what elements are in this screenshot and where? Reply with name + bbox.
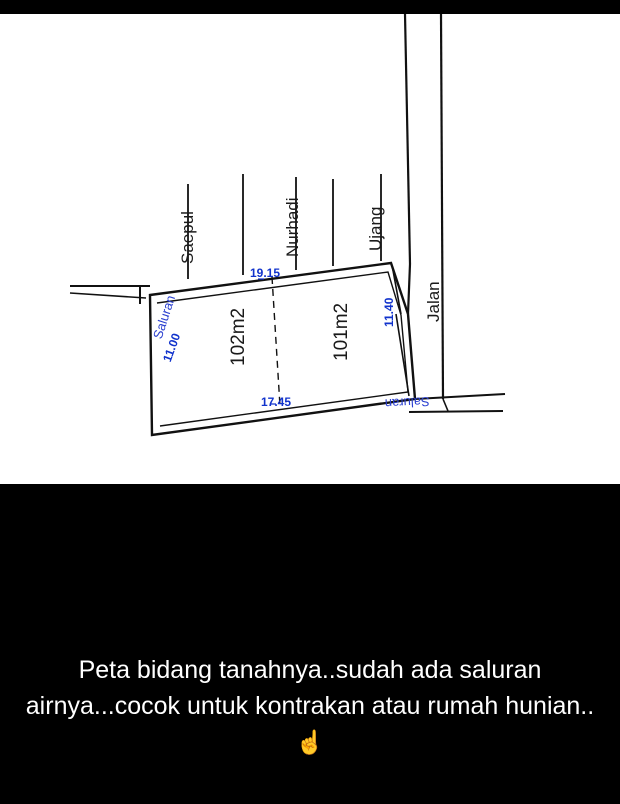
dimension-19-15: 19.15 <box>250 266 281 280</box>
left-access-line-bottom <box>70 293 146 298</box>
parcel-divider-dashed <box>272 277 280 406</box>
parcel-area-102: 102m2 <box>228 307 249 366</box>
map-drawing <box>0 14 620 484</box>
owner-label-saepul: Saepul <box>178 211 197 264</box>
pointing-up-icon: ☝️ <box>295 729 325 755</box>
road-edge-left-lower <box>408 264 410 314</box>
dimension-11-40: 11.40 <box>382 297 396 327</box>
dimension-11-00: 11.00 <box>160 331 184 364</box>
road-label-jalan: Jalan <box>424 281 443 322</box>
owner-label-ujang: Ujang <box>366 206 385 251</box>
dimension-17-45: 17.45 <box>261 395 292 409</box>
saluran-bottom-line-bottom <box>409 411 503 412</box>
caption-text <box>0 652 620 760</box>
saluran-road-junction <box>443 399 448 411</box>
parcel-area-101: 101m2 <box>331 302 352 361</box>
road-edge-left <box>405 14 410 264</box>
caption-band <box>0 640 620 804</box>
caption-line-3: hunian.. <box>505 692 595 720</box>
caption-line-1: Peta bidang tanahnya..sudah ada saluran <box>78 656 542 684</box>
road-edge-right <box>441 14 443 399</box>
caption-line-2: airnya...cocok untuk kontrakan atau rumah <box>25 692 499 720</box>
saluran-label-bottom: Saluran <box>384 394 430 412</box>
land-parcel-map <box>0 14 620 484</box>
saluran-label-left: Saluran <box>150 293 179 341</box>
owner-label-nurhadi: Nurhadi <box>283 197 302 257</box>
